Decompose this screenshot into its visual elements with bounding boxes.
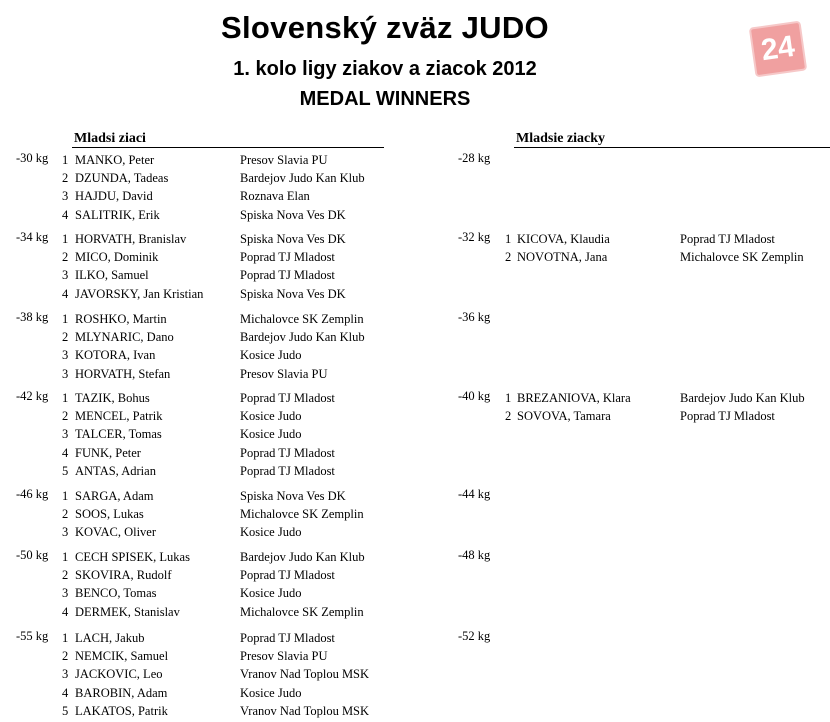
medal-rank: 2 <box>62 171 69 186</box>
medal-rank: 4 <box>62 604 69 619</box>
athlete-name: TALCER, Tomas <box>75 427 162 442</box>
site-logo[interactable] <box>749 21 807 78</box>
club-name: Vranov Nad Toplou MSK <box>240 703 370 718</box>
medal-rank: 2 <box>62 568 69 583</box>
club-name: Poprad TJ Mladost <box>240 391 335 405</box>
club-name: Presov Slavia PU <box>240 649 328 664</box>
athlete-name: JAVORSKY, Jan Kristian <box>75 286 204 301</box>
club-name: Poprad TJ Mladost <box>240 250 335 265</box>
club-name: Roznava Elan <box>240 189 310 204</box>
athlete-name: JACKOVIC, Leo <box>75 667 163 682</box>
medal-rank: 1 <box>62 391 69 405</box>
club-name: Kosice Judo <box>240 409 302 424</box>
club-name: Poprad TJ Mladost <box>240 568 335 583</box>
page-subtitle: 1. kolo ligy ziakov a ziacok 2012 <box>233 58 537 80</box>
medal-rank: 2 <box>505 250 512 265</box>
weight-category: -44 kg <box>458 487 491 501</box>
athlete-name: DZUNDA, Tadeas <box>75 171 169 186</box>
club-name: Bardejov Judo Kan Klub <box>240 171 365 186</box>
weight-category: -40 kg <box>458 389 491 403</box>
club-name: Kosice Judo <box>240 586 302 601</box>
athlete-name: HORVATH, Branislav <box>75 232 187 246</box>
athlete-name: MENCEL, Patrik <box>75 409 163 424</box>
athlete-name: MANKO, Peter <box>75 153 155 167</box>
medal-rank: 3 <box>62 348 69 363</box>
right-column-heading: Mladsie ziacky <box>514 130 830 148</box>
medal-rank: 3 <box>62 427 69 442</box>
medal-rank: 5 <box>62 463 69 478</box>
club-name: Poprad TJ Mladost <box>240 268 335 283</box>
weight-category: -55 kg <box>16 629 49 643</box>
athlete-name: MICO, Dominik <box>75 250 159 265</box>
athlete-name: KICOVA, Klaudia <box>517 232 610 246</box>
athlete-name: MLYNARIC, Dano <box>75 330 174 345</box>
medal-rank: 1 <box>62 232 69 246</box>
medal-rank: 3 <box>62 268 69 283</box>
page-title: Slovenský zväz JUDO <box>221 10 549 45</box>
medal-rank: 4 <box>62 685 69 700</box>
club-name: Michalovce SK Zemplin <box>680 250 804 265</box>
medal-rank: 3 <box>62 586 69 601</box>
club-name: Poprad TJ Mladost <box>240 463 335 478</box>
athlete-name: CECH SPISEK, Lukas <box>75 550 190 564</box>
medal-rank: 1 <box>505 391 512 405</box>
club-name: Vranov Nad Toplou MSK <box>240 667 370 682</box>
section-title: MEDAL WINNERS <box>299 88 471 110</box>
athlete-name: HORVATH, Stefan <box>75 366 171 381</box>
club-name: Presov Slavia PU <box>240 153 328 167</box>
athlete-name: LACH, Jakub <box>75 631 145 645</box>
weight-category: -52 kg <box>458 629 491 643</box>
athlete-name: NOVOTNA, Jana <box>517 250 608 265</box>
club-name: Poprad TJ Mladost <box>240 445 335 460</box>
weight-category: -36 kg <box>458 310 491 324</box>
club-name: Kosice Judo <box>240 685 302 700</box>
medal-rank: 2 <box>62 409 69 424</box>
club-name: Spiska Nova Ves DK <box>240 286 346 301</box>
weight-category: -30 kg <box>16 151 49 165</box>
club-name: Kosice Judo <box>240 348 302 363</box>
athlete-name: KOVAC, Oliver <box>75 525 157 540</box>
left-column-heading: Mladsi ziaci <box>72 130 384 148</box>
athlete-name: DERMEK, Stanislav <box>75 604 180 619</box>
club-name: Michalovce SK Zemplin <box>240 312 364 326</box>
weight-category: -38 kg <box>16 310 49 324</box>
athlete-name: BAROBIN, Adam <box>75 685 168 700</box>
club-name: Spiska Nova Ves DK <box>240 489 346 503</box>
athlete-name: SKOVIRA, Rudolf <box>75 568 172 583</box>
medal-rank: 5 <box>62 703 69 718</box>
medal-rank: 2 <box>62 507 69 522</box>
medal-rank: 1 <box>62 631 69 645</box>
weight-category: -48 kg <box>458 548 491 562</box>
club-name: Michalovce SK Zemplin <box>240 604 364 619</box>
club-name: Spiska Nova Ves DK <box>240 207 346 222</box>
medal-rank: 3 <box>62 366 69 381</box>
athlete-name: TAZIK, Bohus <box>75 391 150 405</box>
athlete-name: ILKO, Samuel <box>75 268 149 283</box>
athlete-name: BREZANIOVA, Klara <box>517 391 631 405</box>
club-name: Kosice Judo <box>240 525 302 540</box>
weight-category: -42 kg <box>16 389 49 403</box>
logo-text: 24 <box>759 29 797 68</box>
athlete-name: NEMCIK, Samuel <box>75 649 169 664</box>
weight-category: -32 kg <box>458 230 491 244</box>
club-name: Poprad TJ Mladost <box>240 631 335 645</box>
medal-rank: 4 <box>62 207 69 222</box>
club-name: Michalovce SK Zemplin <box>240 507 364 522</box>
athlete-name: LAKATOS, Patrik <box>75 703 168 718</box>
club-name: Poprad TJ Mladost <box>680 232 775 246</box>
medal-rank: 1 <box>62 312 69 326</box>
medal-rank: 4 <box>62 286 69 301</box>
medal-rank: 2 <box>62 250 69 265</box>
club-name: Bardejov Judo Kan Klub <box>240 550 365 564</box>
weight-category: -50 kg <box>16 548 49 562</box>
athlete-name: SOVOVA, Tamara <box>517 409 611 424</box>
medal-rank: 3 <box>62 667 69 682</box>
athlete-name: SARGA, Adam <box>75 489 154 503</box>
medal-rank: 2 <box>62 649 69 664</box>
club-name: Poprad TJ Mladost <box>680 409 775 424</box>
athlete-name: SOOS, Lukas <box>75 507 144 522</box>
medal-rank: 1 <box>62 153 69 167</box>
athlete-name: ROSHKO, Martin <box>75 312 167 326</box>
weight-category: -28 kg <box>458 151 491 165</box>
athlete-name: BENCO, Tomas <box>75 586 157 601</box>
club-name: Kosice Judo <box>240 427 302 442</box>
athlete-name: SALITRIK, Erik <box>75 207 160 222</box>
medal-rank: 2 <box>62 330 69 345</box>
club-name: Bardejov Judo Kan Klub <box>240 330 365 345</box>
club-name: Spiska Nova Ves DK <box>240 232 346 246</box>
athlete-name: ANTAS, Adrian <box>75 463 156 478</box>
athlete-name: FUNK, Peter <box>75 445 141 460</box>
medal-rank: 2 <box>505 409 512 424</box>
weight-category: -34 kg <box>16 230 49 244</box>
medal-rank: 1 <box>505 232 512 246</box>
medal-rank: 1 <box>62 550 69 564</box>
medal-rank: 3 <box>62 189 69 204</box>
weight-category: -46 kg <box>16 487 49 501</box>
medal-rank: 3 <box>62 525 69 540</box>
club-name: Presov Slavia PU <box>240 366 328 381</box>
medal-rank: 4 <box>62 445 69 460</box>
athlete-name: HAJDU, David <box>75 189 153 204</box>
medal-rank: 1 <box>62 489 69 503</box>
athlete-name: KOTORA, Ivan <box>75 348 156 363</box>
club-name: Bardejov Judo Kan Klub <box>680 391 805 405</box>
